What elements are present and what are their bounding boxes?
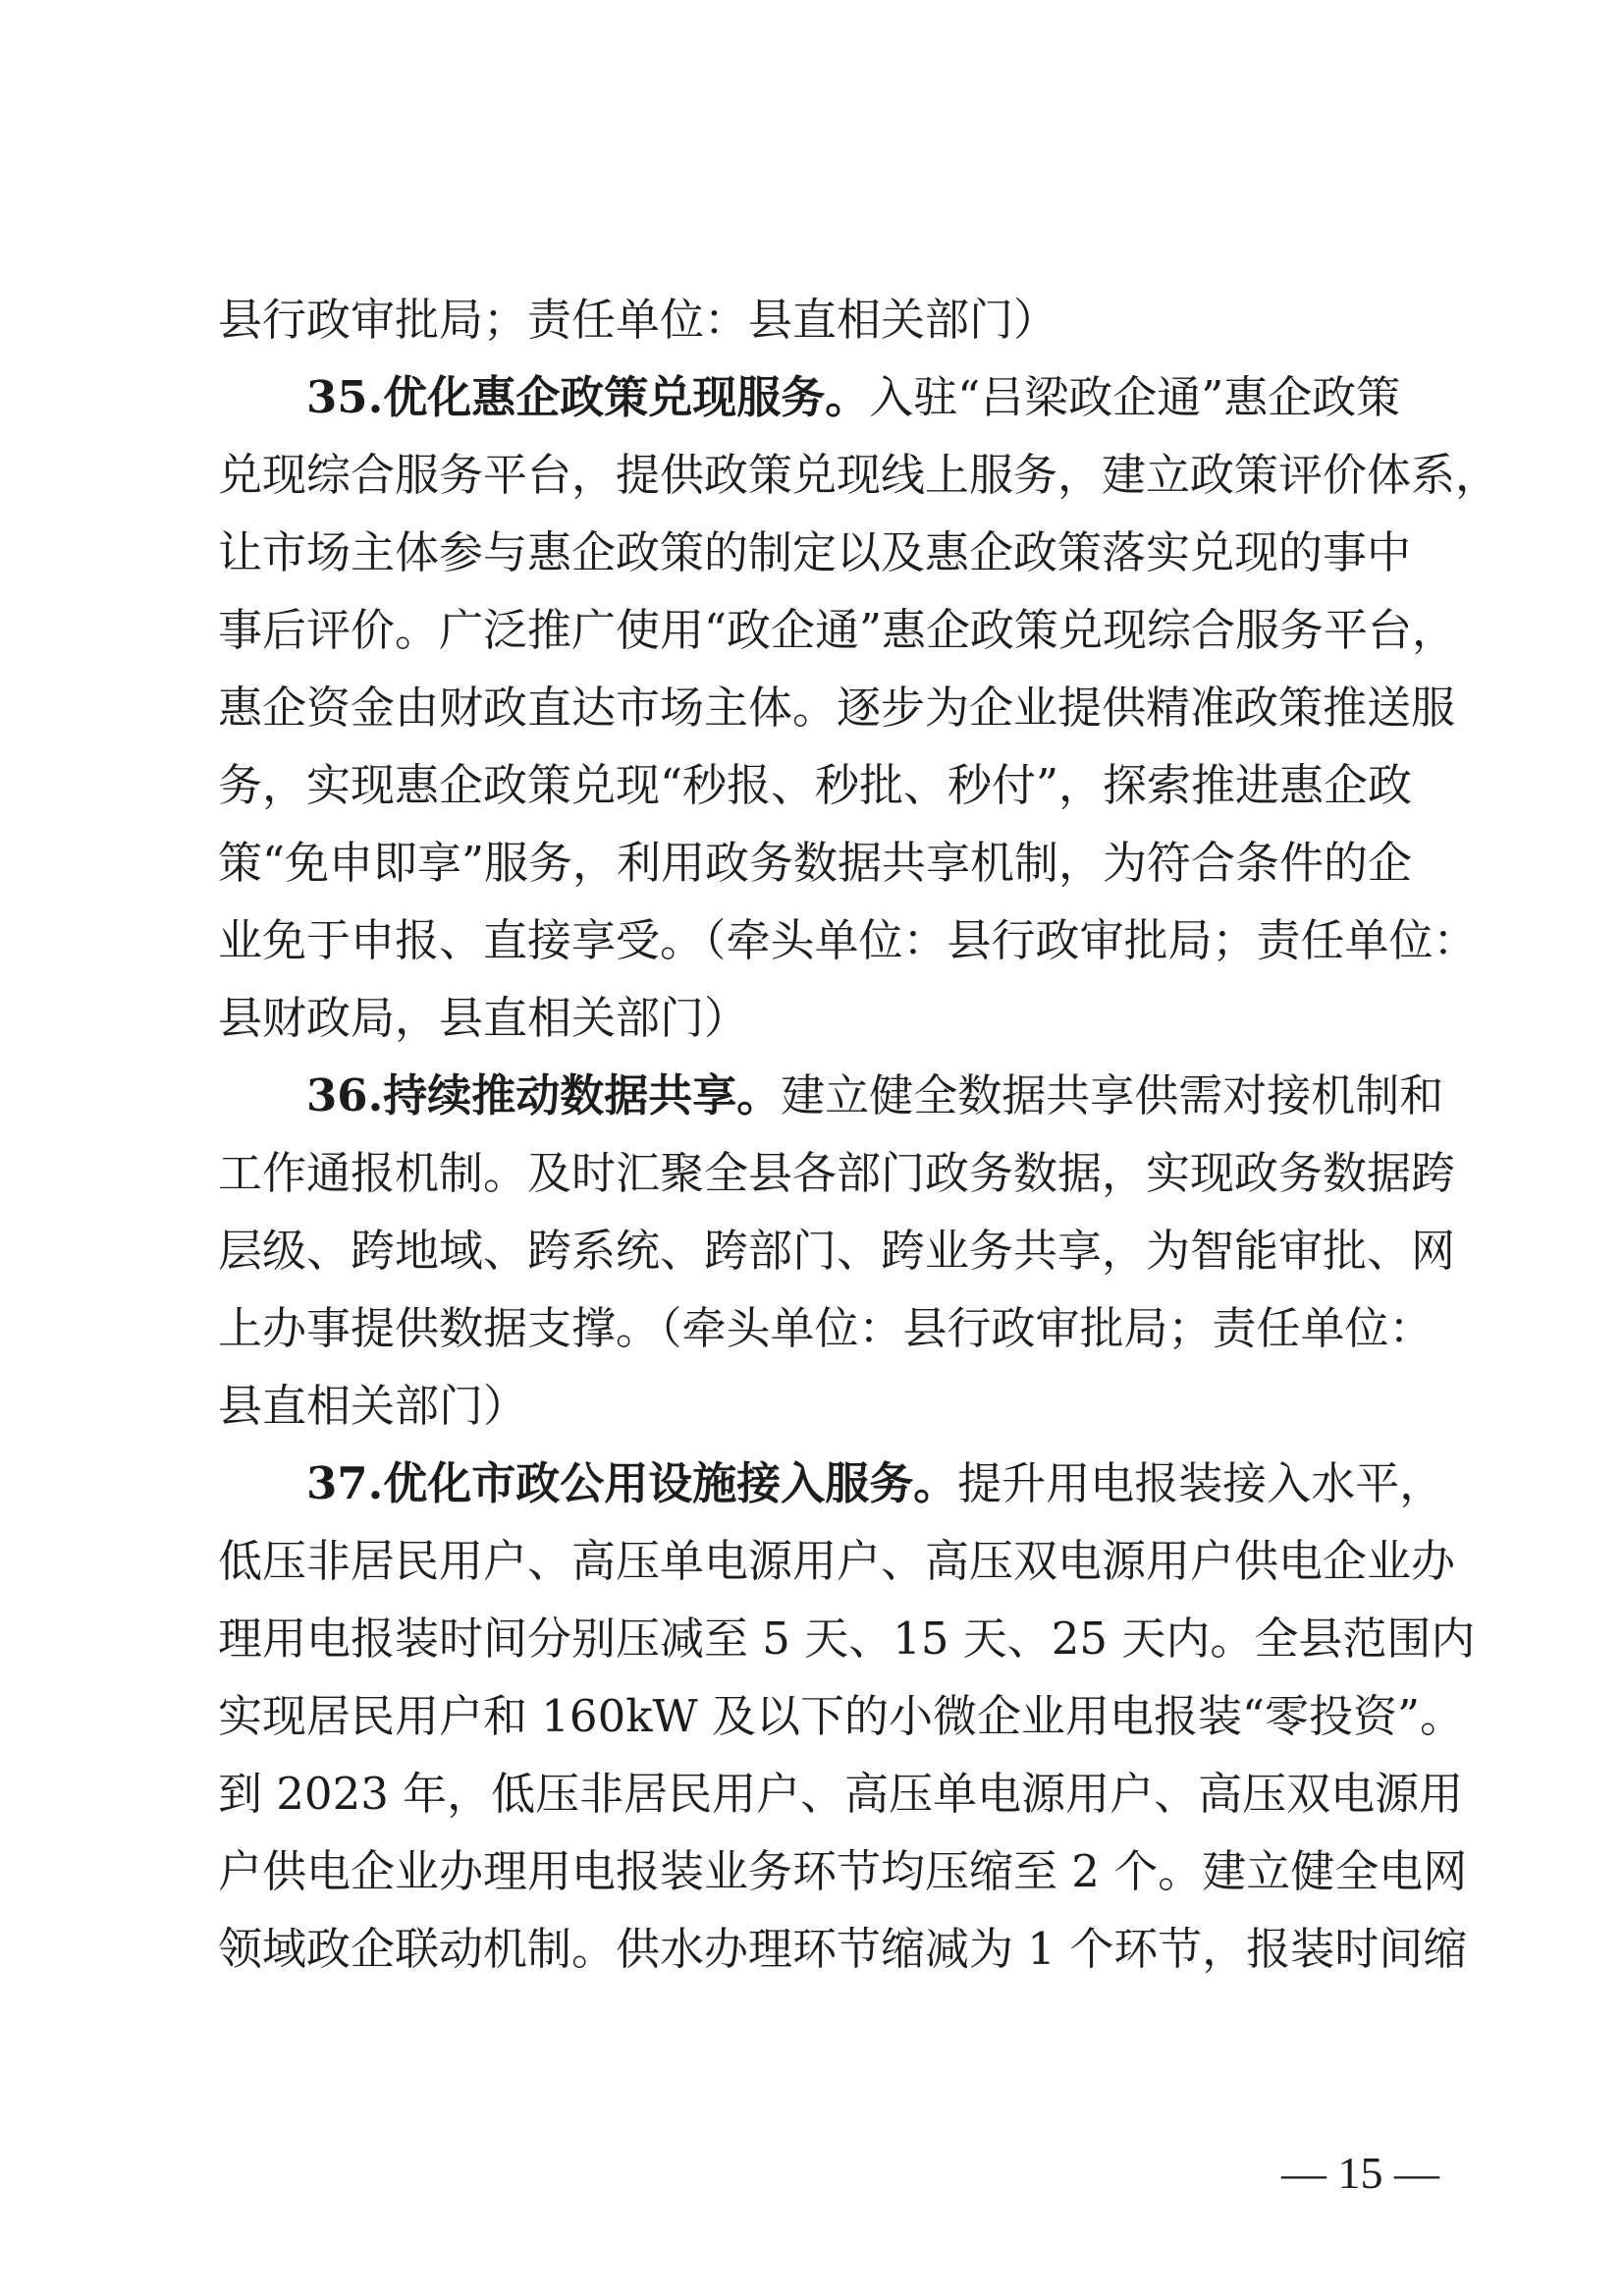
page-number: — 15 — — [1281, 2148, 1439, 2198]
text-line: 理用电报装时间分别压减至 5 天、15 天、25 天内。全县范围内 — [218, 1613, 1476, 1665]
text-line: 36.持续推动数据共享。建立健全数据共享供需对接机制和 — [306, 1069, 1444, 1121]
text-line: 层级、跨地域、跨系统、跨部门、跨业务共享，为智能审批、网 — [218, 1225, 1456, 1277]
text-line: 县直相关部门） — [218, 1380, 528, 1432]
section-heading: 36.持续推动数据共享。 — [306, 1069, 782, 1121]
text-line: 让市场主体参与惠企政策的制定以及惠企政策落实兑现的事中 — [218, 526, 1412, 578]
section-heading: 35.优化惠企政策兑现服务。 — [306, 371, 870, 423]
text-line: 实现居民用户和 160kW 及以下的小微企业用电报装“零投资”。 — [218, 1690, 1465, 1742]
text-line: 业免于申报、直接享受。（牵头单位：县行政审批局；责任单位： — [218, 914, 1478, 966]
text-line: 务，实现惠企政策兑现“秒报、秒批、秒付”，探索推进惠企政 — [218, 759, 1413, 811]
text-line: 上办事提供数据支撑。（牵头单位：县行政审批局；责任单位： — [218, 1302, 1434, 1354]
text-line: 到 2023 年，低压非居民用户、高压单电源用户、高压双电源用 — [218, 1768, 1464, 1820]
text-line: 35.优化惠企政策兑现服务。入驻“吕梁政企通”惠企政策 — [306, 371, 1401, 423]
text-line: 工作通报机制。及时汇聚全县各部门政务数据，实现政务数据跨 — [218, 1147, 1456, 1199]
text-line: 县行政审批局；责任单位：县直相关部门） — [218, 294, 1058, 346]
text-line: 兑现综合服务平台，提供政策兑现线上服务，建立政策评价体系， — [218, 449, 1500, 501]
section-heading: 37.优化市政公用设施接入服务。 — [306, 1457, 958, 1509]
body-text — [218, 281, 1500, 1988]
text-line: 事后评价。广泛推广使用“政企通”惠企政策兑现综合服务平台， — [218, 604, 1457, 656]
text-line: 惠企资金由财政直达市场主体。逐步为企业提供精准政策推送服 — [218, 682, 1456, 734]
text-line: 低压非居民用户、高压单电源用户、高压双电源用户供电企业办 — [218, 1535, 1456, 1587]
text-line: 领域政企联动机制。供水办理环节缩减为 1 个环节，报装时间缩 — [218, 1923, 1468, 1975]
text-line: 37.优化市政公用设施接入服务。提升用电报装接入水平， — [306, 1457, 1444, 1509]
text-line: 县财政局，县直相关部门） — [218, 992, 749, 1044]
text-line: 户供电企业办理用电报装业务环节均压缩至 2 个。建立健全电网 — [218, 1845, 1468, 1897]
text-line: 策“免申即享”服务，利用政务数据共享机制，为符合条件的企 — [218, 837, 1413, 889]
